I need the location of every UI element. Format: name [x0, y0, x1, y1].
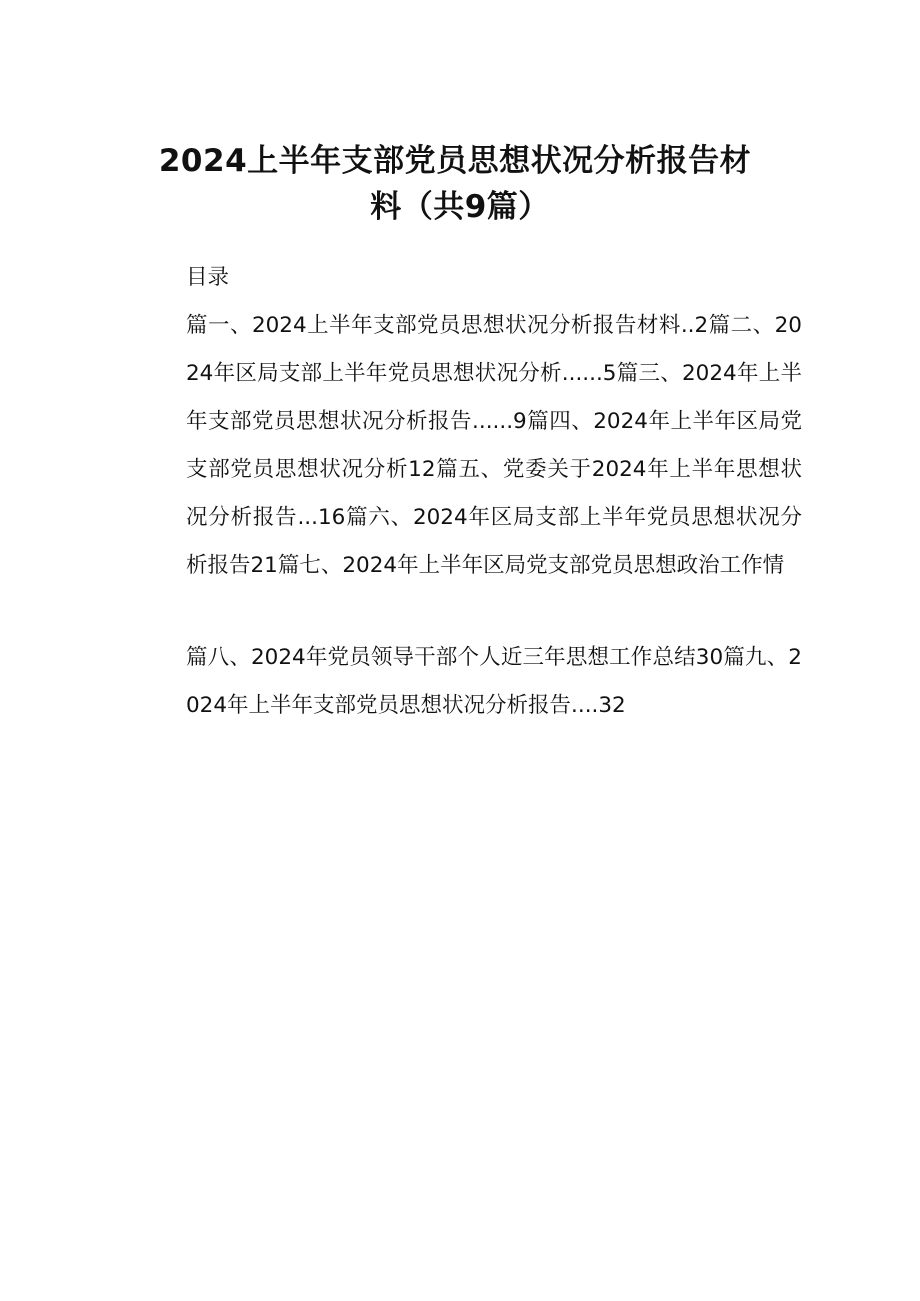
toc-paragraph-1: 篇一、2024上半年支部党员思想状况分析报告材料..2篇二、2024年区局支部上半年党员思想状况分析......5篇三、2024年上半年支部党员思想状况分析报告......9篇四、2024年上半年区局党支部党员思想状况分析12篇五、党委关于2024年上半年思想状况分析报告...16篇六、2024年区局支部上半年党员思想状况分析报告21篇七、2024年上半年区局党支部党员思想政治工作情 [186, 313, 802, 578]
table-of-contents [186, 254, 802, 730]
document-title-line1: 2024上半年支部党员思想状况分析报告材 [158, 143, 752, 179]
document-title-line2: 料（共9篇） [370, 189, 550, 225]
toc-heading: 目录 [186, 265, 230, 290]
toc-spacer [186, 590, 802, 634]
document-title [0, 138, 920, 230]
toc-paragraph-2: 篇八、2024年党员领导干部个人近三年思想工作总结30篇九、2024年上半年支部党员思想状况分析报告....32 [186, 645, 802, 718]
